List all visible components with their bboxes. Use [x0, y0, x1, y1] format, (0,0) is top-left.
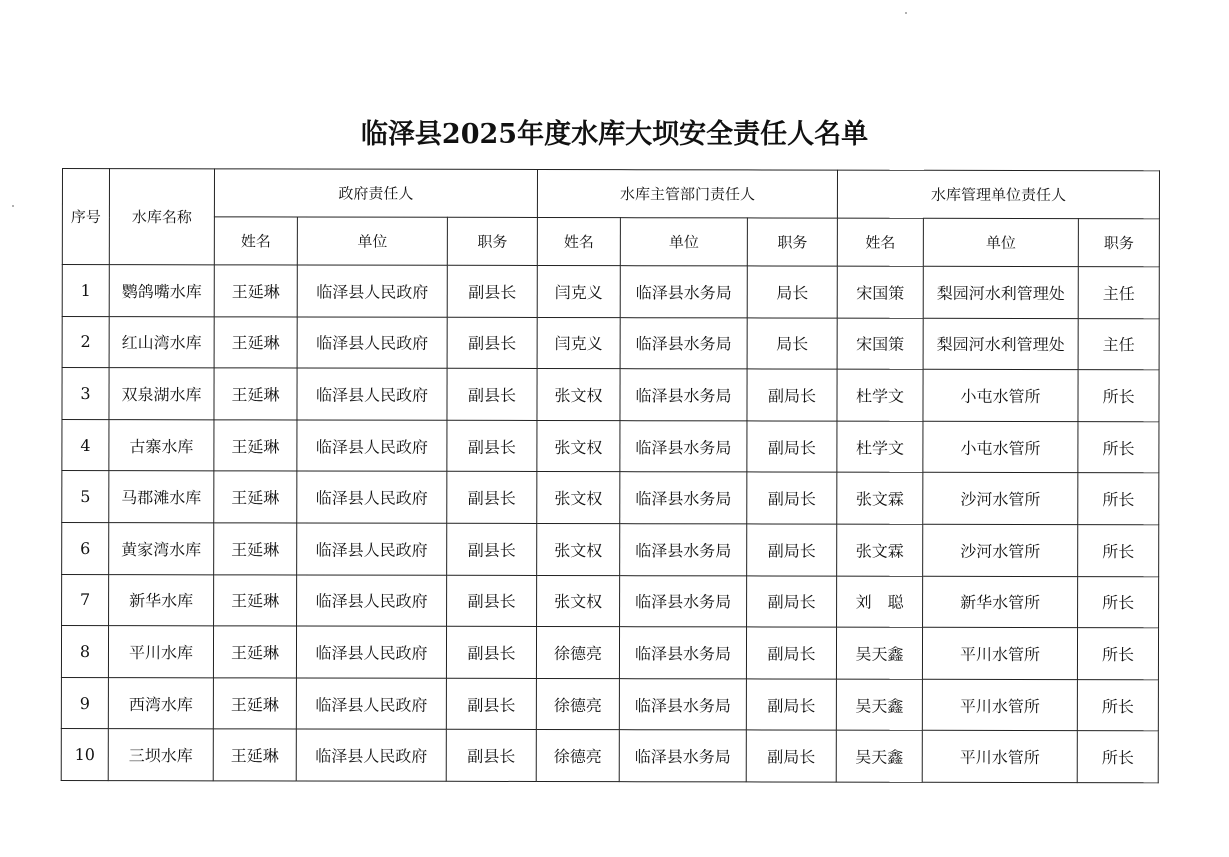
cell-reservoir-name: 新华水库	[109, 574, 214, 626]
cell-gov-unit: 临泽县人民政府	[297, 265, 447, 317]
cell-gov-position: 副县长	[446, 730, 536, 782]
cell-gov-position: 副县长	[446, 678, 536, 730]
cell-mgmt-name: 杜学文	[837, 421, 923, 473]
cell-dept-name: 张文权	[537, 575, 620, 627]
cell-dept-unit: 临泽县水务局	[619, 627, 746, 679]
cell-gov-name: 王延琳	[214, 316, 297, 368]
cell-dept-position: 局长	[747, 266, 837, 318]
cell-mgmt-unit: 小屯水管所	[923, 421, 1078, 473]
cell-mgmt-unit: 新华水管所	[923, 576, 1078, 628]
cell-gov-position: 副县长	[447, 317, 537, 369]
cell-dept-name: 张文权	[537, 369, 620, 421]
cell-seq: 5	[62, 471, 109, 523]
cell-dept-position: 副局长	[746, 679, 836, 731]
cell-dept-unit: 临泽县水务局	[620, 420, 747, 472]
cell-mgmt-unit: 小屯水管所	[923, 369, 1078, 421]
header-mgmt-unit: 单位	[923, 218, 1078, 266]
cell-seq: 4	[62, 419, 109, 471]
cell-mgmt-name: 吴天鑫	[836, 730, 922, 782]
table-row	[62, 419, 1159, 473]
cell-reservoir-name: 鹦鸽嘴水库	[109, 265, 214, 317]
cell-gov-name: 王延琳	[213, 729, 296, 781]
cell-dept-unit: 临泽县水务局	[619, 730, 746, 782]
table-row	[62, 471, 1159, 525]
cell-gov-unit: 临泽县人民政府	[297, 420, 447, 472]
header-gov-position: 职务	[447, 217, 537, 265]
cell-mgmt-position: 所长	[1077, 628, 1158, 680]
header-seq: 序号	[62, 169, 109, 265]
cell-reservoir-name: 黄家湾水库	[109, 523, 214, 575]
cell-reservoir-name: 红山湾水库	[109, 316, 214, 368]
table-row	[62, 574, 1159, 628]
cell-dept-name: 张文权	[537, 523, 620, 575]
cell-mgmt-unit: 沙河水管所	[923, 473, 1078, 525]
header-mgmt-group: 水库管理单位责任人	[837, 170, 1159, 219]
cell-gov-position: 副县长	[447, 523, 537, 575]
header-mgmt-position: 职务	[1078, 219, 1159, 267]
table-header	[62, 169, 1159, 267]
header-gov-unit: 单位	[297, 217, 447, 265]
cell-gov-unit: 临泽县人民政府	[297, 575, 447, 627]
table-body	[61, 265, 1159, 783]
cell-reservoir-name: 三坝水库	[108, 729, 213, 781]
cell-gov-name: 王延琳	[214, 471, 297, 523]
cell-dept-unit: 临泽县水务局	[620, 472, 747, 524]
cell-seq: 6	[62, 522, 109, 574]
cell-gov-name: 王延琳	[214, 523, 297, 575]
cell-seq: 10	[61, 729, 108, 781]
cell-mgmt-unit: 梨园河水利管理处	[923, 266, 1078, 318]
cell-gov-unit: 临泽县人民政府	[296, 678, 446, 730]
cell-mgmt-name: 杜学文	[837, 369, 923, 421]
cell-dept-unit: 临泽县水务局	[620, 266, 747, 318]
cell-dept-position: 副局长	[746, 730, 836, 782]
cell-mgmt-unit: 梨园河水利管理处	[923, 318, 1078, 370]
cell-mgmt-name: 吴天鑫	[836, 627, 922, 679]
cell-gov-unit: 临泽县人民政府	[296, 626, 446, 678]
cell-mgmt-position: 所长	[1078, 421, 1159, 473]
table-row	[62, 522, 1159, 576]
cell-seq: 7	[62, 574, 109, 626]
cell-gov-position: 副县长	[447, 368, 537, 420]
header-dept-position: 职务	[747, 218, 837, 266]
cell-gov-unit: 临泽县人民政府	[297, 471, 447, 523]
cell-dept-name: 张文权	[537, 420, 620, 472]
cell-dept-position: 副局长	[747, 421, 837, 473]
header-reservoir-name: 水库名称	[109, 169, 214, 265]
cell-mgmt-name: 吴天鑫	[836, 679, 922, 731]
cell-mgmt-position: 所长	[1078, 370, 1159, 422]
cell-seq: 1	[62, 265, 109, 317]
table-row	[62, 368, 1159, 422]
cell-dept-position: 副局长	[746, 627, 836, 679]
cell-mgmt-position: 所长	[1077, 731, 1158, 783]
cell-mgmt-position: 所长	[1078, 576, 1159, 628]
table-row	[61, 677, 1158, 731]
cell-dept-unit: 临泽县水务局	[620, 575, 747, 627]
cell-dept-name: 张文权	[537, 472, 620, 524]
cell-seq: 8	[61, 626, 108, 678]
cell-reservoir-name: 马郡滩水库	[109, 471, 214, 523]
table-row	[62, 316, 1159, 370]
cell-mgmt-position: 所长	[1077, 679, 1158, 731]
page-title: 临泽县2025年度水库大坝安全责任人名单	[360, 119, 869, 150]
cell-gov-name: 王延琳	[214, 368, 297, 420]
cell-gov-unit: 临泽县人民政府	[297, 317, 447, 369]
cell-reservoir-name: 平川水库	[108, 626, 213, 678]
table-row	[61, 729, 1158, 783]
scan-speck	[12, 205, 14, 207]
cell-gov-name: 王延琳	[214, 574, 297, 626]
cell-mgmt-unit: 沙河水管所	[923, 524, 1078, 576]
responsibility-table	[61, 168, 1160, 783]
cell-dept-unit: 临泽县水务局	[620, 524, 747, 576]
cell-mgmt-name: 张文霖	[837, 472, 923, 524]
cell-mgmt-name: 刘 聪	[837, 576, 923, 628]
table-row	[62, 265, 1159, 319]
cell-dept-name: 徐德亮	[536, 730, 619, 782]
cell-dept-unit: 临泽县水务局	[620, 369, 747, 421]
cell-dept-name: 闫克义	[537, 265, 620, 317]
cell-gov-unit: 临泽县人民政府	[296, 729, 446, 781]
cell-mgmt-position: 主任	[1078, 318, 1159, 370]
cell-gov-name: 王延琳	[213, 678, 296, 730]
cell-gov-position: 副县长	[447, 472, 537, 524]
header-dept-group: 水库主管部门责任人	[537, 169, 837, 218]
cell-mgmt-position: 主任	[1078, 267, 1159, 319]
cell-dept-position: 副局长	[747, 524, 837, 576]
cell-seq: 3	[62, 368, 109, 420]
cell-gov-unit: 临泽县人民政府	[297, 523, 447, 575]
cell-gov-name: 王延琳	[214, 420, 297, 472]
cell-mgmt-name: 宋国策	[837, 266, 923, 318]
cell-gov-position: 副县长	[446, 626, 536, 678]
cell-dept-position: 副局长	[747, 369, 837, 421]
header-dept-name: 姓名	[537, 217, 620, 265]
cell-gov-name: 王延琳	[214, 265, 297, 317]
cell-mgmt-unit: 平川水管所	[922, 731, 1077, 783]
cell-dept-name: 徐德亮	[536, 627, 619, 679]
header-mgmt-name: 姓名	[837, 218, 923, 266]
cell-gov-position: 副县长	[447, 575, 537, 627]
cell-gov-position: 副县长	[447, 265, 537, 317]
table-row	[61, 626, 1158, 680]
cell-dept-position: 局长	[747, 318, 837, 370]
cell-dept-unit: 临泽县水务局	[619, 678, 746, 730]
cell-dept-unit: 临泽县水务局	[620, 317, 747, 369]
cell-dept-position: 副局长	[747, 472, 837, 524]
cell-seq: 9	[61, 677, 108, 729]
cell-mgmt-name: 张文霖	[837, 524, 923, 576]
cell-seq: 2	[62, 316, 109, 368]
cell-dept-name: 徐德亮	[536, 678, 619, 730]
cell-gov-position: 副县长	[447, 420, 537, 472]
cell-reservoir-name: 西湾水库	[108, 677, 213, 729]
cell-gov-unit: 临泽县人民政府	[297, 368, 447, 420]
cell-reservoir-name: 双泉湖水库	[109, 368, 214, 420]
scan-speck	[905, 12, 907, 14]
cell-mgmt-position: 所长	[1078, 525, 1159, 577]
header-gov-group: 政府责任人	[214, 169, 537, 218]
cell-mgmt-name: 宋国策	[837, 318, 923, 370]
cell-dept-position: 副局长	[747, 575, 837, 627]
cell-reservoir-name: 古寨水库	[109, 419, 214, 471]
header-dept-unit: 单位	[620, 218, 747, 266]
cell-mgmt-unit: 平川水管所	[922, 679, 1077, 731]
cell-gov-name: 王延琳	[213, 626, 296, 678]
cell-mgmt-unit: 平川水管所	[922, 627, 1077, 679]
cell-dept-name: 闫克义	[537, 317, 620, 369]
cell-mgmt-position: 所长	[1078, 473, 1159, 525]
header-gov-name: 姓名	[214, 217, 297, 265]
